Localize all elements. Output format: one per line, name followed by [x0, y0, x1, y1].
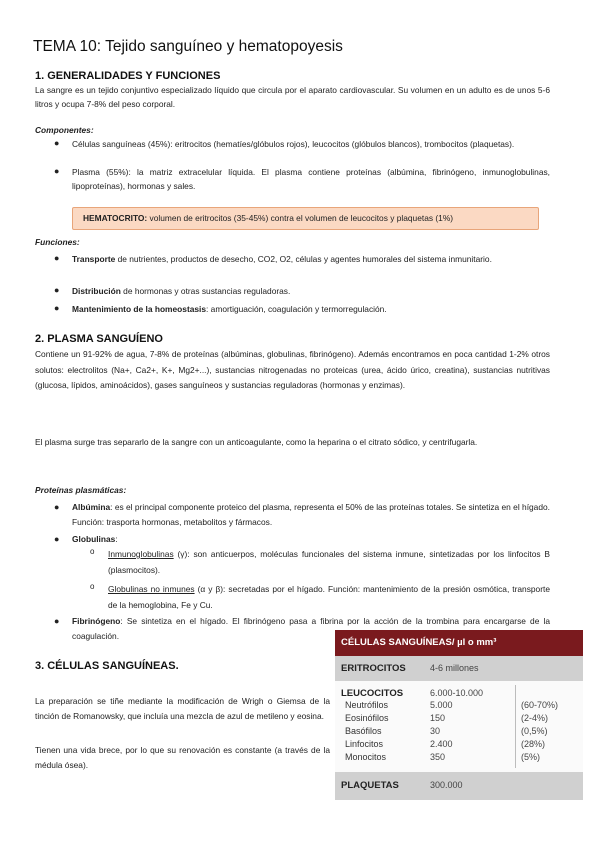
section-1-heading: 1. GENERALIDADES Y FUNCIONES — [35, 70, 221, 82]
protein-text: : es el principal componente proteico del plasma, representa el 50% de las proteínas totales. Se sintetiza en el hígado. Función: trasporta hormonas, metabolitos y fármacos. — [72, 502, 550, 527]
component-item: Células sanguíneas (45%): eritrocitos (hematíes/glóbulos rojos), leucocitos (glóbulos blancos), trombocitos (plaquetas). — [72, 139, 515, 149]
leukocyte-type: Basófilos — [345, 726, 382, 736]
table-divider — [515, 685, 516, 768]
table-header: CÉLULAS SANGUÍNEAS/ µl o mm³ — [335, 630, 583, 656]
function-item — [72, 302, 550, 316]
globulin-text: (α y β): secretadas por el hígado. Función: mantenimiento de la presión osmótica, transporte de la hemoglobina, Fe y Cu. — [108, 584, 550, 610]
protein-text: : Se sintetiza en el hígado. El fibrinógeno pasa a fibrina por la acción de la trombina para encargarse de la coagulación. — [72, 616, 550, 641]
protein-term: Globulinas — [72, 534, 116, 544]
platelets-value: 300.000 — [430, 780, 463, 790]
leukocyte-type: Monocitos — [345, 752, 387, 762]
plasma-proteins-label: Proteínas plasmáticas: — [35, 485, 127, 495]
leukocyte-count: 2.400 — [430, 739, 453, 749]
leukocyte-count: 5.000 — [430, 700, 453, 710]
globulin-subitem — [108, 581, 550, 613]
function-text: de hormonas y otras sustancias reguladoras. — [120, 286, 291, 296]
protein-item-albumin — [72, 500, 550, 530]
blood-cells-table — [335, 630, 583, 800]
leukocyte-type: Linfocitos — [345, 739, 384, 749]
protein-term: Albúmina — [72, 502, 111, 512]
leukocytes-value: 6.000-10.000 — [430, 688, 484, 698]
leukocyte-count: 150 — [430, 713, 446, 723]
protein-term: Fibrinógeno — [72, 616, 121, 626]
section-3-heading: 3. CÉLULAS SANGUÍNEAS. — [35, 660, 179, 672]
components-label: Componentes: — [35, 125, 94, 135]
globulin-term: Inmunoglobulinas — [108, 549, 174, 559]
bullet-icon: ● — [54, 303, 60, 313]
leukocyte-count: 350 — [430, 752, 446, 762]
bullet-icon: ● — [54, 502, 60, 512]
bullet-icon: ● — [54, 285, 60, 295]
globulin-term: Globulinas no inmunes — [108, 584, 195, 594]
protein-item-globulins — [72, 532, 550, 546]
platelets-label: PLAQUETAS — [341, 780, 399, 791]
component-item: Plasma (55%): la matriz extracelular líquida. El plasma contiene proteínas (albúmina, fibrinógeno, inmunoglobulinas, lipoproteínas), hormonas y sales. — [72, 167, 550, 191]
function-text: de nutrientes, productos de desecho, CO2, O2, células y agentes humorales del sistema inmunitario. — [115, 254, 492, 264]
function-item — [72, 284, 550, 298]
globulin-subitem — [108, 546, 550, 578]
protein-colon: : — [115, 534, 118, 544]
leukocyte-type: Eosinófilos — [345, 713, 389, 723]
plasma-origin: El plasma surge tras separarlo de la sangre con un anticoagulante, como la heparina o el citrato sódico, y centrifugarla. — [35, 437, 478, 447]
renewal-paragraph: Tienen una vida brece, por lo que su renovación es constante (a través de la médula ósea). — [35, 745, 330, 770]
hematocrit-term: HEMATOCRITO: — [83, 213, 148, 223]
function-text: : amortiguación, coagulación y termorregulación. — [206, 304, 387, 314]
function-term: Mantenimiento de la homeostasis — [72, 304, 207, 314]
functions-label: Funciones: — [35, 237, 80, 247]
bullet-icon: ● — [54, 253, 60, 263]
function-item — [72, 252, 550, 266]
leukocyte-count: 30 — [430, 726, 441, 736]
table-row-platelets — [335, 772, 583, 800]
hematocrit-text: volumen de eritrocitos (35-45%) contra el volumen de leucocitos y plaquetas (1%) — [147, 213, 454, 223]
leukocyte-percent: (0,5%) — [521, 726, 548, 736]
bullet-icon: ● — [54, 138, 60, 148]
table-row-erythrocytes — [335, 656, 583, 681]
page-title: TEMA 10: Tejido sanguíneo y hematopoyesis — [33, 38, 343, 55]
bullet-icon: ● — [54, 534, 60, 544]
sub-bullet-icon: o — [90, 582, 95, 591]
leukocyte-percent: (2-4%) — [521, 713, 549, 723]
section-1-intro: La sangre es un tejido conjuntivo especializado líquido que circula por el aparato cardiovascular. Su volumen en un adulto es de unos 5-6 litros y ocupa 7-8% del peso corporal. — [35, 85, 550, 109]
function-term: Distribución — [72, 286, 121, 296]
bullet-icon: ● — [54, 166, 60, 176]
function-term: Transporte — [72, 254, 116, 264]
leukocyte-type: Neutrófilos — [345, 700, 389, 710]
leukocytes-label: LEUCOCITOS — [341, 688, 404, 699]
erythrocytes-label: ERITROCITOS — [341, 663, 406, 674]
section-2-heading: 2. PLASMA SANGUÍENO — [35, 333, 163, 345]
plasma-composition: Contiene un 91-92% de agua, 7-8% de proteínas (albúminas, globulinas, fibrinógeno). Además encontramos en poca cantidad 1-2% otros solutos: electrolitos (Na+, Ca2+, K+, Mg2+...), sustancias nitrogenadas no proteicas (urea, ácido úrico, creatina), sustancias nutritivas (glucosa, lípidos, aminoácidos), gases sanguíneos y sustancias reguladoras (hormonas y enzimas). — [35, 349, 550, 390]
leukocyte-percent: (60-70%) — [521, 700, 559, 710]
bullet-icon: ● — [54, 616, 60, 626]
globulin-text: (γ): son anticuerpos, moléculas funcionales del sistema inmune, sintetizadas por los linfocitos B (plasmocitos). — [108, 549, 550, 575]
staining-paragraph: La preparación se tiñe mediante la modificación de Wrigh o Giemsa de la tinción de Romanowsky, que incluía una mezcla de azul de metileno y eosina. — [35, 696, 330, 721]
erythrocytes-value: 4-6 millones — [430, 663, 479, 673]
leukocyte-percent: (5%) — [521, 752, 541, 762]
sub-bullet-icon: o — [90, 547, 95, 556]
leukocyte-percent: (28%) — [521, 739, 546, 749]
hematocrit-callout — [72, 207, 539, 230]
